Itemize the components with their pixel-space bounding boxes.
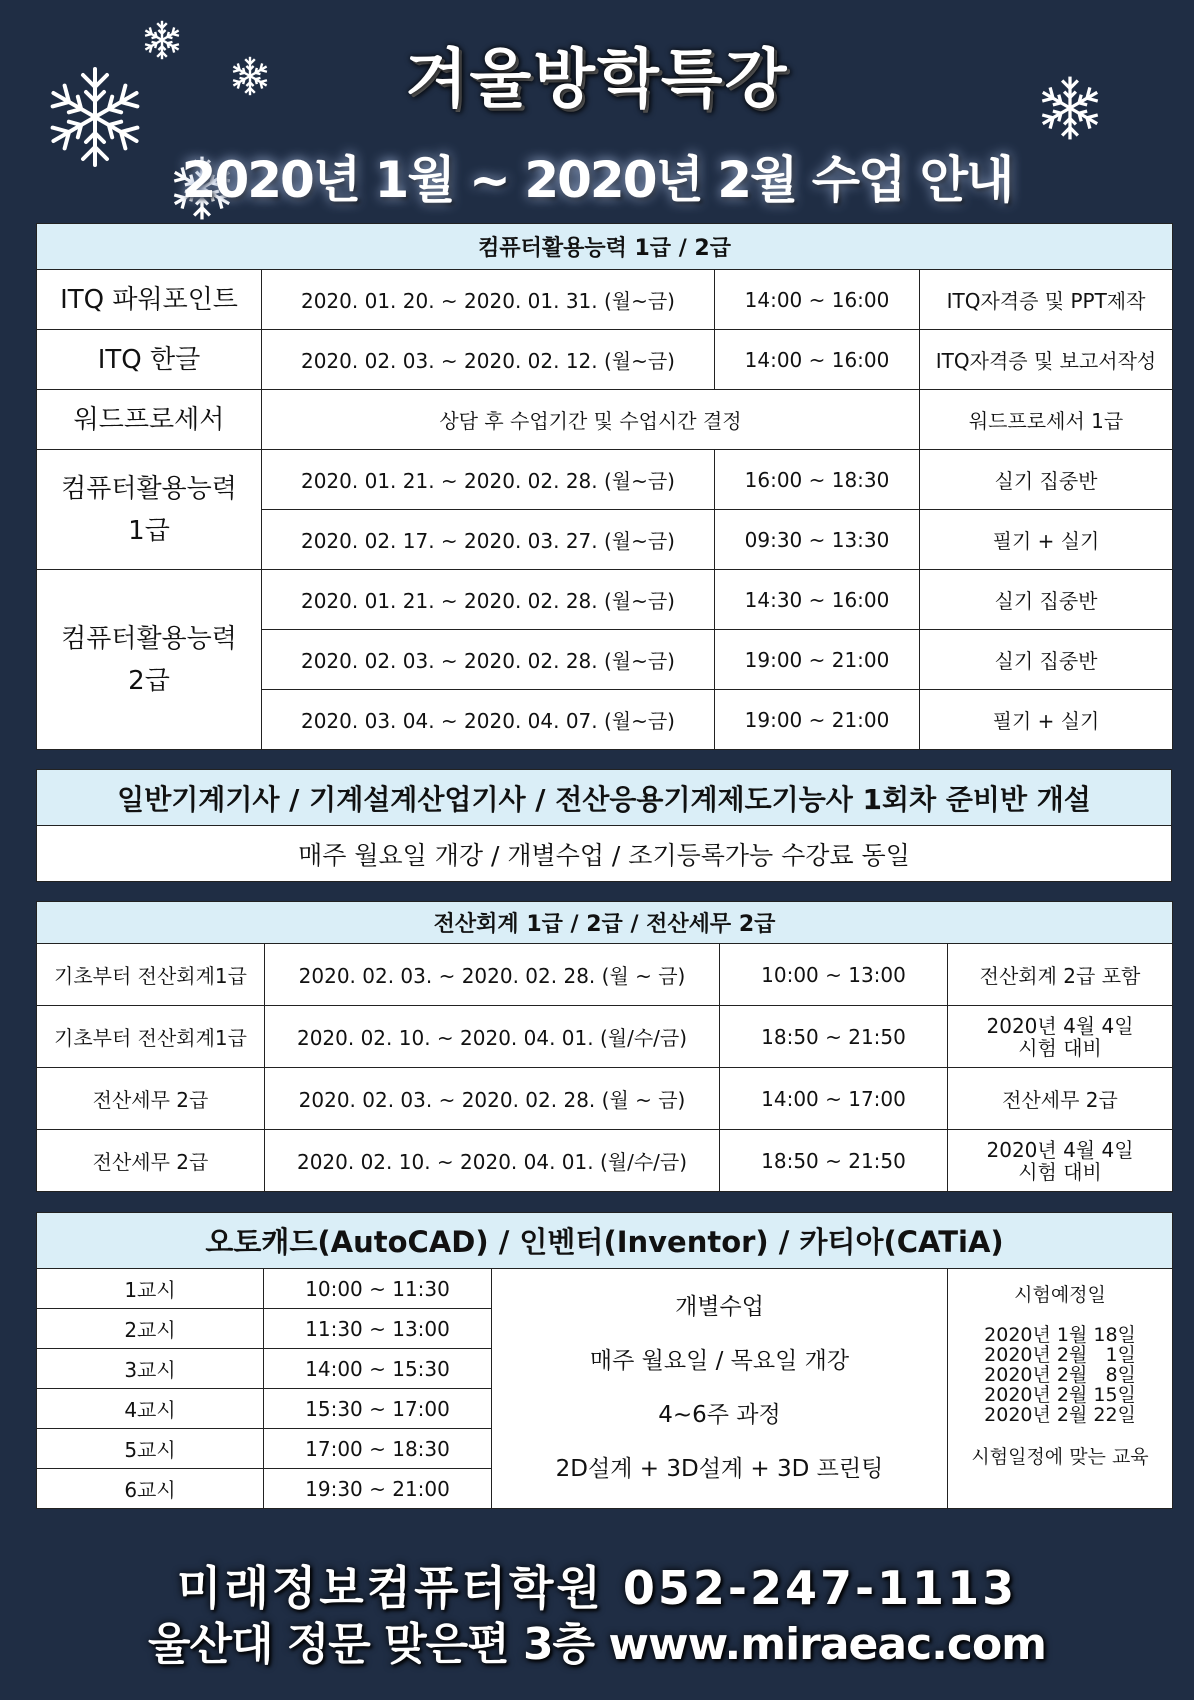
course-dates: 2020. 02. 03. ~ 2020. 02. 12. (월~금): [262, 330, 715, 390]
course-dates: 2020. 02. 17. ~ 2020. 03. 27. (월~금): [262, 510, 715, 570]
period-label: 6교시: [37, 1469, 264, 1509]
course-note-line: 시험 대비: [1018, 1035, 1102, 1060]
course-note: 실기 집중반: [920, 450, 1173, 510]
course-dates: 2020. 01. 21. ~ 2020. 02. 28. (월~금): [262, 450, 715, 510]
period-time: 15:30 ~ 17:00: [264, 1389, 492, 1429]
period-time: 10:00 ~ 11:30: [264, 1269, 492, 1309]
period-label: 5교시: [37, 1429, 264, 1469]
course-name: ITQ 파워포인트: [37, 270, 262, 330]
course-name-line: 1급: [128, 515, 170, 546]
course-dates: 2020. 02. 03. ~ 2020. 02. 28. (월 ~ 금): [265, 1068, 720, 1130]
course-note-line: 2020년 4월 4일: [986, 1013, 1134, 1038]
course-detail-line: 매주 월요일 / 목요일 개강: [589, 1348, 850, 1374]
course-note: 필기 + 실기: [920, 510, 1173, 570]
course-note: ITQ자격증 및 PPT제작: [920, 270, 1173, 330]
course-name: [37, 570, 262, 750]
course-dates: 2020. 03. 04. ~ 2020. 04. 07. (월~금): [262, 690, 715, 750]
course-name: 기초부터 전산회계1급: [37, 944, 265, 1006]
exam-date: 2020년 2월 15일: [984, 1384, 1136, 1406]
period-time: 14:00 ~ 15:30: [264, 1349, 492, 1389]
exam-date: 2020년 2월 22일: [984, 1404, 1136, 1426]
exam-schedule: [948, 1269, 1173, 1509]
period-label: 3교시: [37, 1349, 264, 1389]
course-name: 전산세무 2급: [37, 1130, 265, 1192]
section-header: 오토캐드(AutoCAD) / 인벤터(Inventor) / 카티아(CATiA): [37, 1213, 1173, 1269]
course-name: [37, 450, 262, 570]
course-note: 전산세무 2급: [948, 1068, 1173, 1130]
exam-footer: 시험일정에 맞는 교육: [971, 1446, 1149, 1468]
course-note: [948, 1130, 1173, 1192]
course-note-line: 2020년 4월 4일: [986, 1137, 1134, 1162]
course-detail-line: 2D설계 + 3D설계 + 3D 프린팅: [555, 1456, 884, 1482]
course-dates: 2020. 02. 03. ~ 2020. 02. 28. (월~금): [262, 630, 715, 690]
course-note: 실기 집중반: [920, 630, 1173, 690]
course-time: 18:50 ~ 21:50: [720, 1006, 948, 1068]
period-label: 2교시: [37, 1309, 264, 1349]
course-name-line: 컴퓨터활용능력: [61, 473, 237, 504]
course-note: 실기 집중반: [920, 570, 1173, 630]
course-name: 기초부터 전산회계1급: [37, 1006, 265, 1068]
course-note: ITQ자격증 및 보고서작성: [920, 330, 1173, 390]
cad-course-table: [36, 1212, 1173, 1509]
exam-date: 2020년 2월 8일: [984, 1364, 1136, 1386]
period-time: 11:30 ~ 13:00: [264, 1309, 492, 1349]
course-dates: 2020. 02. 10. ~ 2020. 04. 01. (월/수/금): [265, 1130, 720, 1192]
computer-course-table: [36, 223, 1173, 750]
course-note: 필기 + 실기: [920, 690, 1173, 750]
academy-address-website: 울산대 정문 맞은편 3층 www.miraeac.com: [147, 1619, 1047, 1670]
course-time: 19:00 ~ 21:00: [715, 630, 920, 690]
page-subtitle: 2020년 1월 ~ 2020년 2월 수업 안내: [181, 151, 1013, 209]
course-dates: 상담 후 수업기간 및 수업시간 결정: [262, 390, 920, 450]
course-details: [492, 1269, 948, 1509]
course-note: 전산회계 2급 포함: [948, 944, 1173, 1006]
section-body: 매주 월요일 개강 / 개별수업 / 조기등록가능 수강료 동일: [37, 826, 1172, 882]
page-title: 겨울방학특강: [405, 43, 789, 117]
course-detail-line: 개별수업: [675, 1294, 764, 1320]
course-dates: 2020. 01. 21. ~ 2020. 02. 28. (월~금): [262, 570, 715, 630]
course-time: 14:30 ~ 16:00: [715, 570, 920, 630]
period-label: 1교시: [37, 1269, 264, 1309]
course-name: ITQ 한글: [37, 330, 262, 390]
course-dates: 2020. 01. 20. ~ 2020. 01. 31. (월~금): [262, 270, 715, 330]
course-time: 18:50 ~ 21:50: [720, 1130, 948, 1192]
section-header: 전산회계 1급 / 2급 / 전산세무 2급: [37, 902, 1173, 944]
course-name-line: 컴퓨터활용능력: [61, 623, 237, 654]
course-time: 16:00 ~ 18:30: [715, 450, 920, 510]
course-time: 14:00 ~ 17:00: [720, 1068, 948, 1130]
course-name: 워드프로세서: [37, 390, 262, 450]
period-label: 4교시: [37, 1389, 264, 1429]
section-header: 컴퓨터활용능력 1급 / 2급: [37, 224, 1173, 270]
course-note-line: 시험 대비: [1018, 1159, 1102, 1184]
course-name: 전산세무 2급: [37, 1068, 265, 1130]
course-dates: 2020. 02. 03. ~ 2020. 02. 28. (월 ~ 금): [265, 944, 720, 1006]
section-header: 일반기계기사 / 기계설계산업기사 / 전산응용기계제도기능사 1회차 준비반 개설: [37, 770, 1172, 826]
course-note: 워드프로세서 1급: [920, 390, 1173, 450]
course-time: 14:00 ~ 16:00: [715, 330, 920, 390]
mechanical-course-table: [36, 769, 1172, 882]
accounting-course-table: [36, 901, 1173, 1192]
academy-name-phone: 미래정보컴퓨터학원 052-247-1113: [176, 1561, 1018, 1615]
course-detail-line: 4~6주 과정: [658, 1402, 781, 1428]
course-dates: 2020. 02. 10. ~ 2020. 04. 01. (월/수/금): [265, 1006, 720, 1068]
course-time: 09:30 ~ 13:30: [715, 510, 920, 570]
exam-title: 시험예정일: [1014, 1284, 1106, 1306]
period-time: 19:30 ~ 21:00: [264, 1469, 492, 1509]
course-time: 14:00 ~ 16:00: [715, 270, 920, 330]
course-note: [948, 1006, 1173, 1068]
exam-date: 2020년 1월 18일: [984, 1324, 1136, 1346]
exam-date: 2020년 2월 1일: [984, 1344, 1136, 1366]
course-time: 10:00 ~ 13:00: [720, 944, 948, 1006]
course-time: 19:00 ~ 21:00: [715, 690, 920, 750]
period-time: 17:00 ~ 18:30: [264, 1429, 492, 1469]
course-name-line: 2급: [128, 665, 170, 696]
